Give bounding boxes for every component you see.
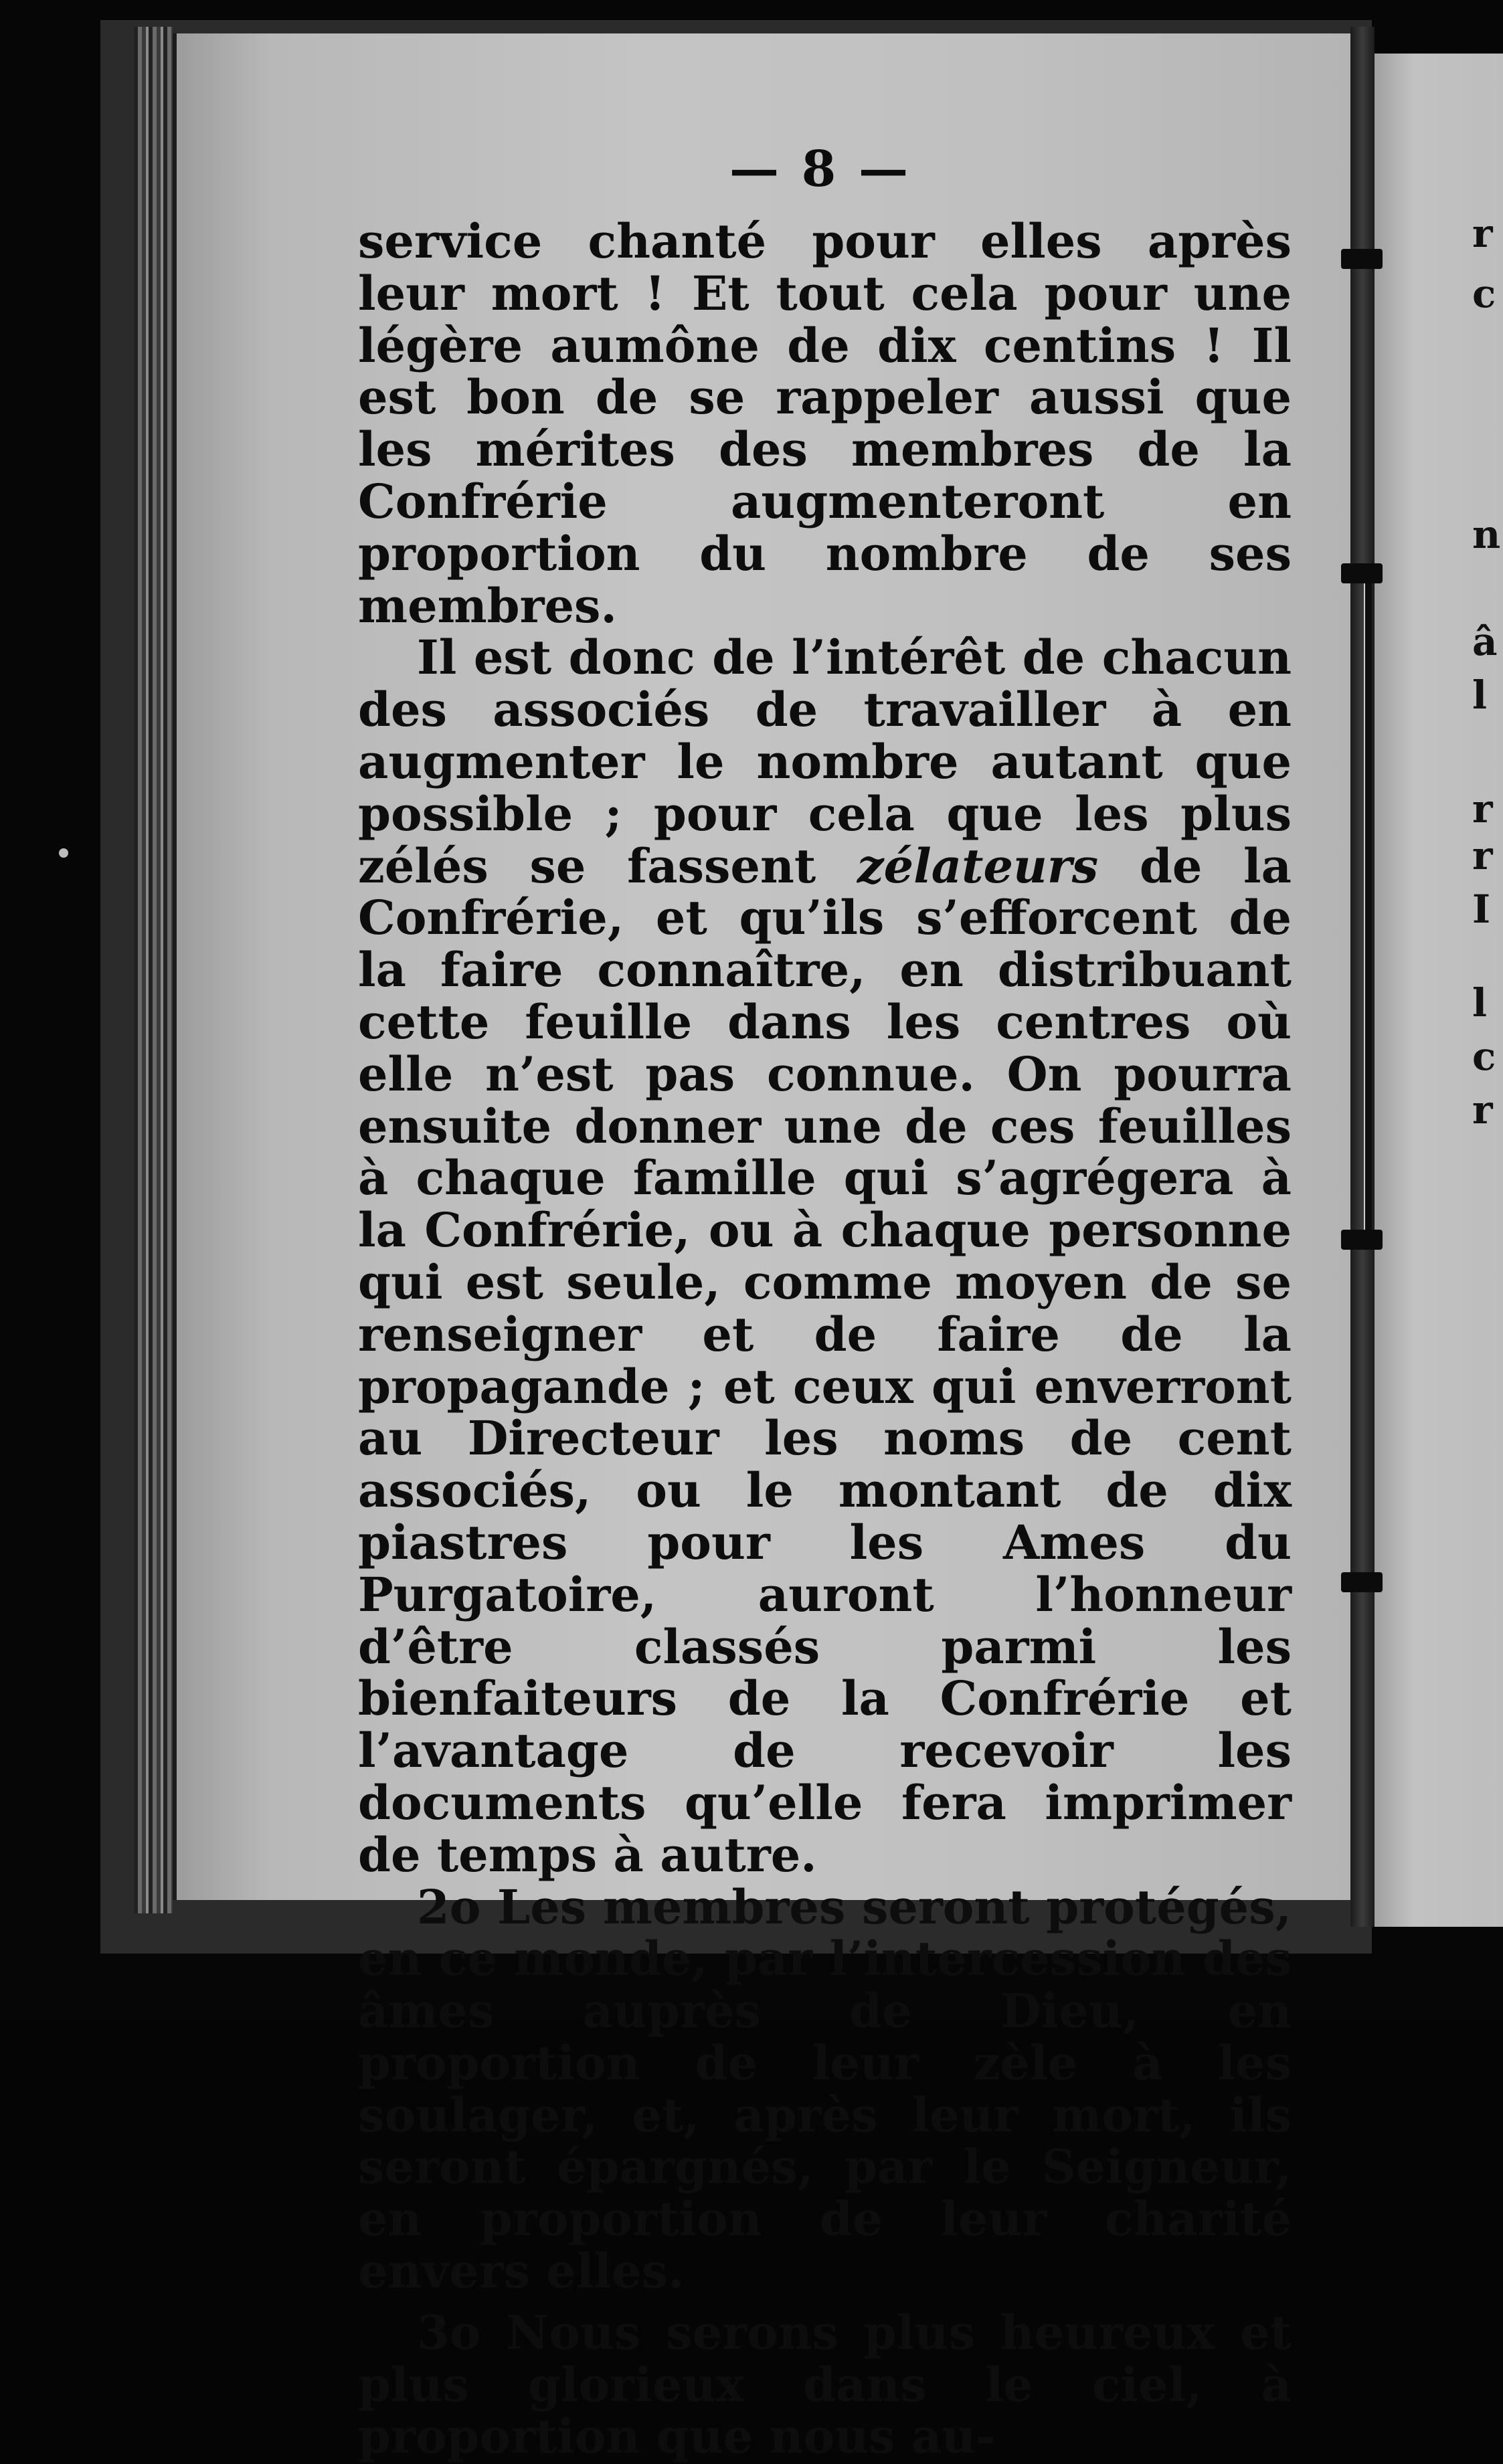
- paragraph: [358, 1881, 1292, 2297]
- adjacent-letter: c: [1472, 271, 1496, 316]
- adjacent-letter: c: [1472, 1034, 1496, 1079]
- binding-stitch: [1341, 563, 1383, 583]
- adjacent-letter: â: [1472, 619, 1498, 664]
- adjacent-letter: I: [1472, 886, 1491, 932]
- adjacent-letter: r: [1472, 211, 1493, 256]
- paragraph-text: service chanté pour elles après leur mort ! Et tout cela pour une légère aumône de dix centins ! Il est bon de se rappeler aussi que les mérites des membres de la Confrérie augmenteront en proportion du nombre de ses membres.: [358, 213, 1292, 634]
- paragraph: [358, 215, 1292, 632]
- binding-stitch: [1341, 249, 1383, 269]
- paragraph-text: 2o Les membres seront protégés, en ce monde, par l’intercession des âmes auprès de Dieu, en proportion de leur zèle à les soulager, et, après leur mort, ils seront épargnés, par le Seigneur, en proportion de leur charité envers elles.: [358, 1879, 1292, 2299]
- emphasized-term: zélateurs: [857, 838, 1099, 894]
- binding-stitch: [1341, 1572, 1383, 1592]
- binding-stitch: [1341, 1230, 1383, 1250]
- paragraph-text: Il est donc de l’intérêt de chacun des associés de travailler à en augmenter le nombre autant que possible ; pour cela que les plus zélés se fassent: [358, 630, 1292, 894]
- adjacent-letter: r: [1472, 786, 1493, 832]
- paragraph: [358, 2304, 1292, 2464]
- paragraph-text: 3o Nous serons plus heureux et plus glorieux dans le ciel, à proportion que nous au-: [358, 2304, 1292, 2464]
- adjacent-letter: r: [1472, 1087, 1493, 1133]
- film-speck: [59, 848, 68, 858]
- paragraph: [358, 632, 1292, 1881]
- adjacent-letter: r: [1472, 833, 1493, 878]
- adjacent-letter: n: [1472, 512, 1501, 557]
- body-text: [358, 215, 1292, 2463]
- paragraph-text: de la Confrérie, et qu’ils s’efforcent de la faire connaître, en distribuant cette feuille dans les centres où elle n’est pas connue. On pourra ensuite donner une de ces feuilles à chaque famille qui s’agrégera à la Confrérie, ou à chaque personne qui est seule, comme moyen de se renseigner et de faire de la propagande ; et ceux qui enverront au Directeur les noms de cent associés, ou le montant de dix piastres pour les Ames du Purgatoire, auront l’honneur d’être classés parmi les bienfaiteurs de la Confrérie et l’avantage de recevoir les documents qu’elle fera imprimer de temps à autre.: [358, 838, 1292, 1883]
- page-number: — 8 —: [729, 140, 911, 198]
- binding-thread: [1364, 575, 1372, 1244]
- adjacent-letter: l: [1472, 980, 1488, 1026]
- left-binding-edge: [134, 27, 173, 1913]
- adjacent-letter: l: [1472, 672, 1488, 718]
